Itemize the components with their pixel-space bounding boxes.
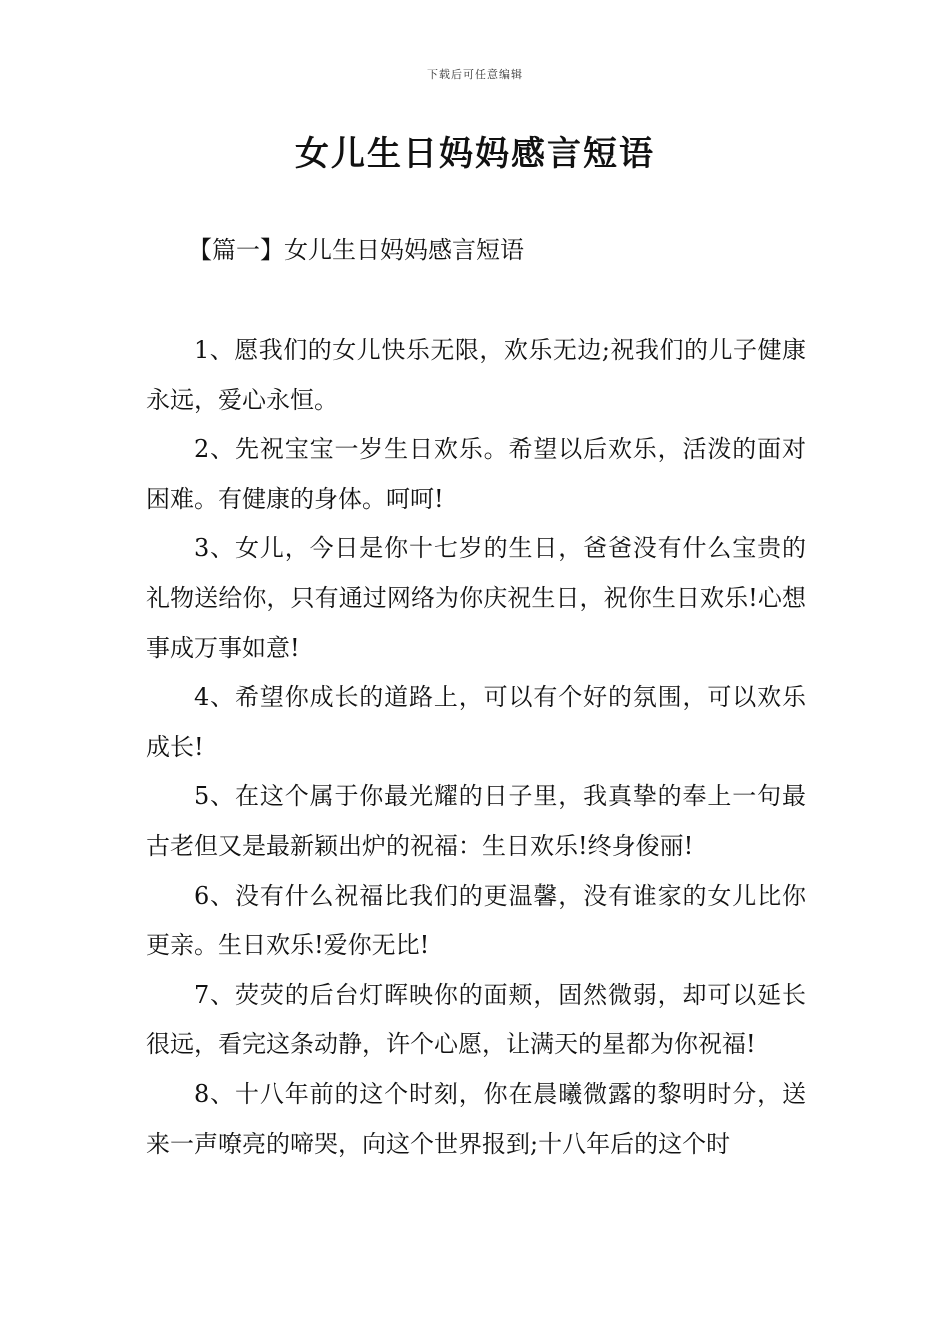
section-heading: 【篇一】女儿生日妈妈感言短语 bbox=[188, 236, 524, 264]
paragraph: 6、没有什么祝福比我们的更温馨，没有谁家的女儿比你更亲。生日欢乐!爱你无比! bbox=[146, 881, 806, 960]
paragraph: 2、先祝宝宝一岁生日欢乐。希望以后欢乐，活泼的面对困难。有健康的身体。呵呵! bbox=[146, 435, 806, 513]
paragraph: 1、愿我们的女儿快乐无限，欢乐无边;祝我们的儿子健康永远，爱心永恒。 bbox=[146, 336, 806, 414]
paragraph: 5、在这个属于你最光耀的日子里，我真挚的奉上一句最古老但又是最新颖出炉的祝福：生日欢乐!终身俊丽! bbox=[146, 782, 806, 860]
document-title: 女儿生日妈妈感言短语 bbox=[295, 134, 655, 174]
paragraph: 3、女儿，今日是你十七岁的生日，爸爸没有什么宝贵的礼物送给你，只有通过网络为你庆祝生日，祝你生日欢乐!心想事成万事如意! bbox=[146, 534, 806, 662]
paragraph: 4、希望你成长的道路上，可以有个好的氛围，可以欢乐成长! bbox=[146, 683, 806, 761]
paragraph: 7、荧荧的后台灯晖映你的面颊，固然微弱，却可以延长很远，看完这条动静，许个心愿，让满天的星都为你祝福! bbox=[146, 980, 806, 1059]
body-text bbox=[146, 326, 806, 1169]
header-note: 下载后可任意编辑 bbox=[427, 68, 523, 81]
paragraph: 8、十八年前的这个时刻，你在晨曦微露的黎明时分，送来一声嘹亮的啼哭，向这个世界报到;十八年后的这个时 bbox=[146, 1079, 806, 1158]
